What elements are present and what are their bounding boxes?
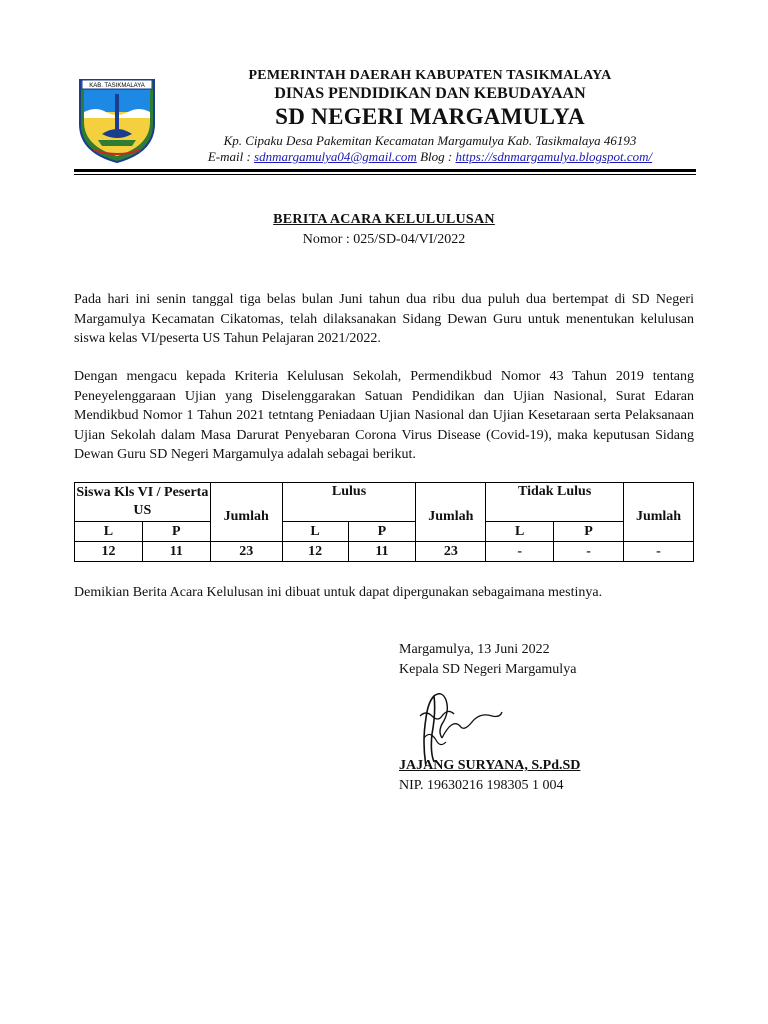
subheader-tidak-l: L [486,522,554,542]
cell-jumlah-3: - [624,542,694,562]
paragraph-2: Dengan mengacu kepada Kriteria Kelulusan Sekolah, Permendikbud Nomor 43 Tahun 2019 tentang Peneyelenggaraan Ujian yang Diselenggarakan Satuan Pendidikan dan Ujian Nasional, Surat Edaran Mendikbud Nomor 1 Tahun 2021 tetntang Peniadaan Ujian Nasional dan Ujian Kesetaraan serta Pelaksanaan Ujian Sekolah dalam Masa Darurat Penyebaran Corona Virus Disease (Covid-19), maka keputusan Sidang Dewan Guru SD Negeri Margamulya adalah sebagai berikut. [74,369,694,462]
letterhead-rule-thick [74,169,696,172]
place-date: Margamulya, 13 Juni 2022 [399,642,550,657]
cell-jumlah-1: 23 [210,542,282,562]
subheader-lulus-p: P [348,522,416,542]
header-jumlah-1: Jumlah [210,483,282,542]
signer-position: Kepala SD Negeri Margamulya [399,662,577,677]
regency-logo [76,72,158,164]
school-address: Kp. Cipaku Desa Pakemitan Kecamatan Margamulya Kab. Tasikmalaya 46193 [223,133,637,148]
cell-jumlah-2: 23 [416,542,486,562]
government-line: PEMERINTAH DAERAH KABUPATEN TASIKMALAYA [248,68,612,83]
blog-link[interactable]: https://sdnmargamulya.blogspot.com/ [455,149,653,164]
blog-label: Blog : [420,149,453,164]
header-tidak-lulus: Tidak Lulus [486,483,624,522]
header-jumlah-2: Jumlah [416,483,486,542]
signer-name: JAJANG SURYANA, S.Pd.SD [399,758,581,773]
cell-siswa-p: 11 [142,542,210,562]
cell-lulus-l: 12 [282,542,348,562]
subheader-siswa-l: L [75,522,143,542]
cell-tidak-p: - [554,542,624,562]
closing-paragraph: Demikian Berita Acara Kelulusan ini dibuat untuk dapat dipergunakan sebagaimana mestinya. [74,585,603,600]
table-row [75,542,694,562]
cell-tidak-l: - [486,542,554,562]
subheader-tidak-p: P [554,522,624,542]
logo-text: KAB. TASIKMALAYA [89,83,145,89]
department-line: DINAS PENDIDIKAN DAN KEBUDAYAAN [274,85,586,102]
email-label: E-mail : [207,149,251,164]
document-title: BERITA ACARA KELULULUSAN [273,212,495,227]
subheader-lulus-l: L [282,522,348,542]
cell-siswa-l: 12 [75,542,143,562]
email-link[interactable]: sdnmargamulya04@gmail.com [254,149,417,164]
document-number: Nomor : 025/SD-04/VI/2022 [302,232,466,247]
cell-lulus-p: 11 [348,542,416,562]
letterhead [160,68,700,165]
letterhead-rule-thin [74,174,696,175]
subheader-siswa-p: P [142,522,210,542]
header-siswa: Siswa Kls VI / Peserta US [75,483,211,522]
school-name: SD NEGERI MARGAMULYA [275,104,585,129]
paragraph-1: Pada hari ini senin tanggal tiga belas bulan Juni tahun dua ribu dua puluh dua bertempat di SD Negeri Margamulya Kecamatan Cikatomas, telah dilaksanakan Sidang Dewan Guru untuk menentukan kelulusan siswa kelas VI/peserta US Tahun Pelajaran 2021/2022. [74,292,694,346]
header-lulus: Lulus [282,483,416,522]
header-jumlah-3: Jumlah [624,483,694,542]
contact-line [160,149,700,165]
graduation-table [74,482,694,562]
signer-nip: NIP. 19630216 198305 1 004 [399,778,564,793]
